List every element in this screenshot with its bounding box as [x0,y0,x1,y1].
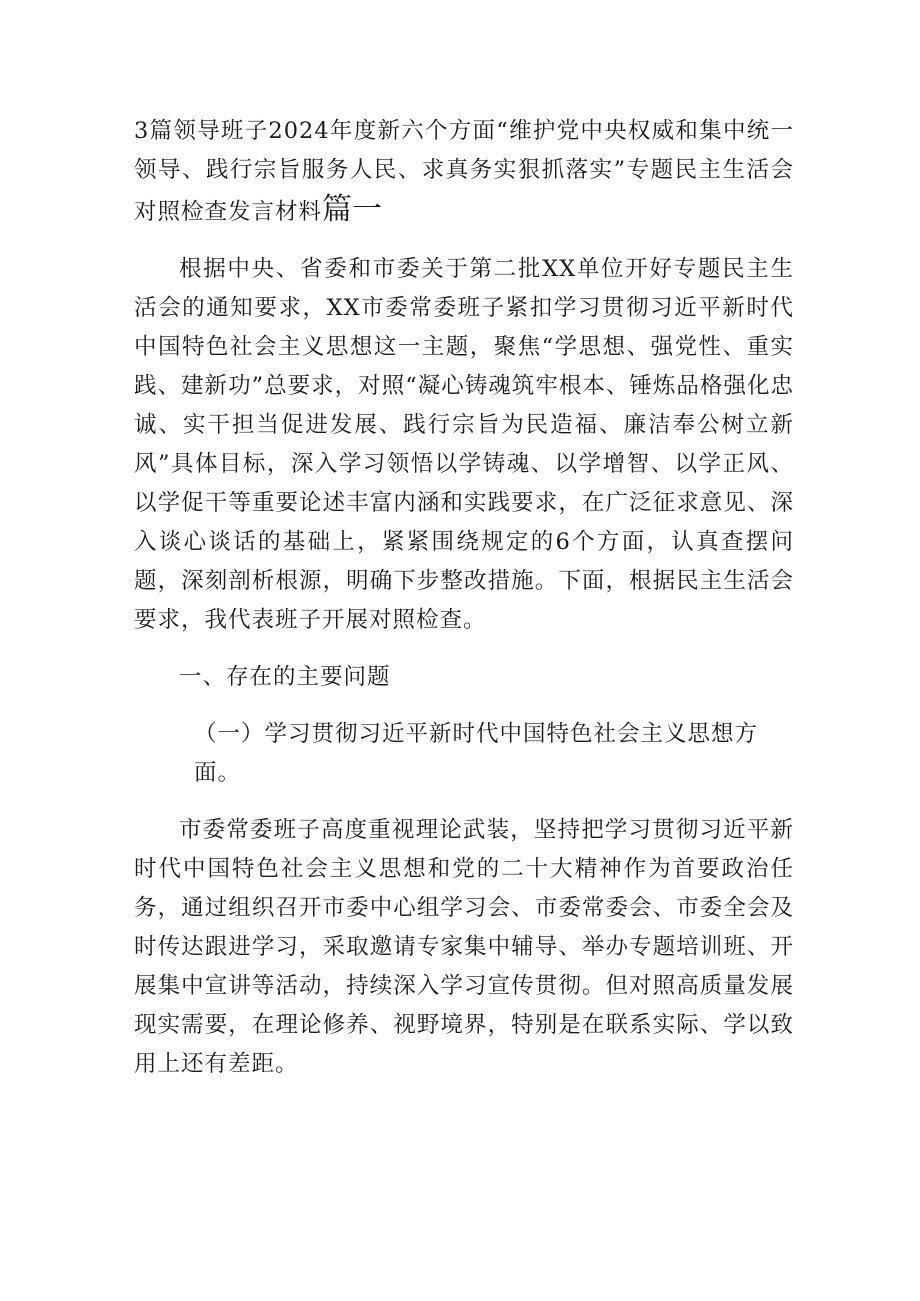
document-body [134,112,794,1084]
section-heading: 一、存在的主要问题 [179,664,391,690]
document-title-suffix: 篇一 [322,192,383,227]
body-paragraph: 市委常委班子高度重视理论武装，坚持把学习贯彻习近平新时代中国特色社会主义思想和党的二十大精神作为首要政治任务，通过组织召开市委中心组学习会、市委常委会、市委全会及时传达跟进学习，采取邀请专家集中辅导、举办专题培训班、开展集中宣讲等活动，持续深入学习宣传贯彻。但对照高质量发展现实需要，在理论修养、视野境界，特别是在联系实际、学以致用上还有差距。 [134,817,794,1077]
document-title [134,112,794,232]
intro-paragraph: 根据中央、省委和市委关于第二批XX单位开好专题民主生活会的通知要求，XX市委常委班子紧扣学习贯彻习近平新时代中国特色社会主义思想这一主题，聚焦“学思想、强党性、重实践、建新功”总要求，对照“凝心铸魂筑牢根本、锤炼品格强化忠诚、实干担当促进发展、践行宗旨为民造福、廉洁奉公树立新风”具体目标，深入学习领悟以学铸魂、以学增智、以学正风、以学促干等重要论述丰富内涵和实践要求，在广泛征求意见、深入谈心谈话的基础上，紧紧围绕规定的6个方面，认真查摆问题，深刻剖析根源，明确下步整改措施。下面，根据民主生活会要求，我代表班子开展对照检查。 [134,256,794,633]
subsection-heading: （一）学习贯彻习近平新时代中国特色社会主义思想方面。 [194,721,759,786]
document-title-text: 3篇领导班子2024年度新六个方面“维护党中央权威和集中统一领导、践行宗旨服务人民、求真务实狠抓落实”专题民主生活会对照检查发言材料 [134,118,794,225]
